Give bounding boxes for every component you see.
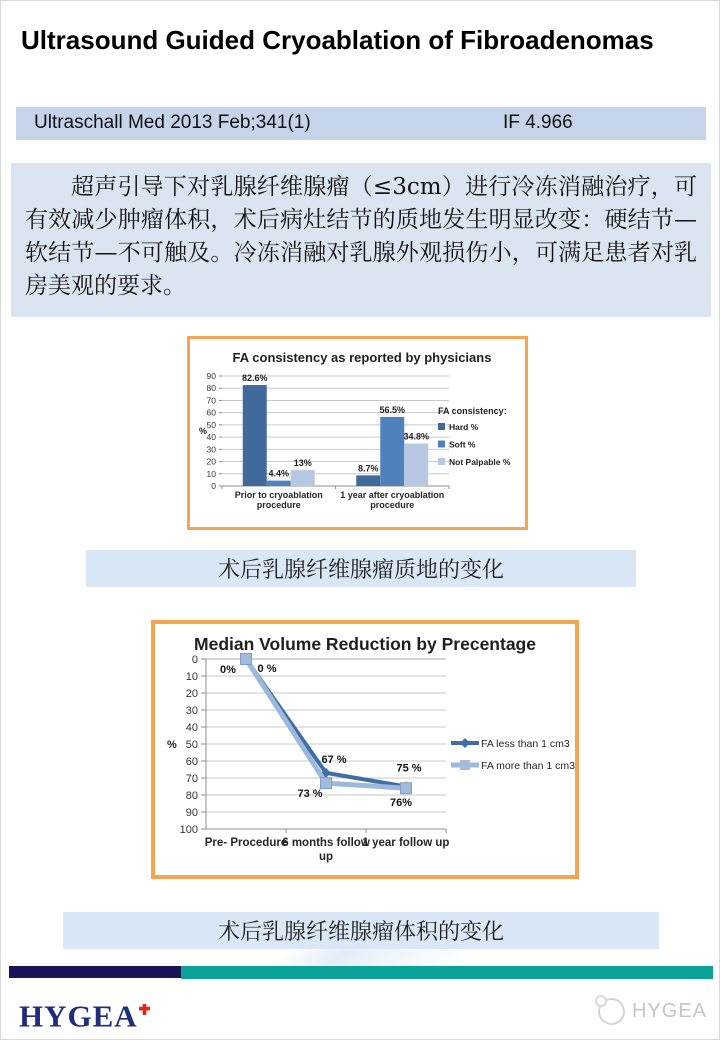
svg-text:Hard %: Hard % [449,422,479,432]
footer-bar-navy [9,966,181,978]
svg-text:1 year after cryoablation: 1 year after cryoablation [340,490,445,500]
svg-text:procedure: procedure [370,500,415,510]
page-title: Ultrasound Guided Cryoablation of Fibroadenomas [21,25,654,55]
svg-text:1 year follow up: 1 year follow up [362,837,450,849]
svg-text:50: 50 [206,419,216,430]
hygea-logo-text: HYGEA [19,998,138,1034]
svg-text:40: 40 [206,432,216,443]
svg-text:0 %: 0 % [257,663,277,675]
abstract-text: 超声引导下对乳腺纤维腺瘤（≤3cm）进行冷冻消融治疗，可有效减少肿瘤体积，术后病灶结节的质地发生明显改变：硬结节—软结节—不可触及。冷冻消融对乳腺外观损伤小，可满足患者对乳房美观的要求。 [11,163,711,317]
svg-text:FA less than 1 cm3: FA less than 1 cm3 [481,738,570,750]
svg-text:6 months follow: 6 months follow [282,837,370,849]
svg-text:73 %: 73 % [297,788,323,801]
svg-text:4.4%: 4.4% [268,468,290,479]
svg-text:50: 50 [185,739,198,751]
svg-text:75 %: 75 % [396,762,422,775]
svg-text:Soft %: Soft % [449,439,476,450]
watermark [598,998,707,1025]
svg-text:80: 80 [185,790,198,802]
svg-text:up: up [318,851,334,863]
svg-text:%: % [167,739,177,751]
svg-text:80: 80 [206,383,216,394]
caption-volume: 术后乳腺纤维腺瘤体积的变化 [63,912,659,949]
svg-text:90: 90 [185,807,198,819]
watermark-logo-icon [598,998,625,1025]
line-chart [155,624,575,875]
svg-text:20: 20 [206,456,216,467]
footer-bar-teal [181,966,713,979]
footer-decorative-streak [275,949,477,966]
svg-text:67 %: 67 % [321,753,347,766]
svg-text:10: 10 [206,468,216,479]
watermark-text: HYGEA [631,1000,707,1022]
journal-citation: Ultraschall Med 2013 Feb;341(1) [34,112,311,133]
svg-text:Not Palpable %: Not Palpable % [449,457,511,467]
journal-bar [16,107,706,140]
svg-text:82.6%: 82.6% [241,373,268,384]
svg-text:20: 20 [185,688,198,700]
svg-text:Pre- Procedure: Pre- Procedure [204,837,288,849]
svg-text:30: 30 [185,705,198,717]
svg-text:56.5%: 56.5% [379,404,406,415]
line-chart-frame [151,620,579,879]
red-cross-icon [139,989,150,1020]
svg-text:100: 100 [179,824,198,836]
svg-text:%: % [199,426,208,436]
impact-factor: IF 4.966 [503,112,573,133]
svg-text:procedure: procedure [256,500,301,510]
bar-chart-frame [187,336,528,530]
svg-text:76%: 76% [389,797,413,810]
svg-text:0: 0 [191,654,198,666]
hygea-logo [19,989,150,1034]
svg-text:FA more than 1 cm3: FA more than 1 cm3 [481,760,575,772]
svg-text:FA consistency:: FA consistency: [438,406,507,416]
svg-text:30: 30 [206,444,216,455]
svg-text:70: 70 [185,773,198,785]
bar-chart [190,339,525,527]
svg-text:0%: 0% [220,664,236,676]
svg-text:90: 90 [206,371,216,381]
svg-text:Prior to cryoablation: Prior to cryoablation [234,490,323,500]
caption-consistency: 术后乳腺纤维腺瘤质地的变化 [86,550,636,587]
svg-text:10: 10 [185,671,198,683]
svg-text:0: 0 [211,481,216,491]
svg-text:34.8%: 34.8% [403,431,430,442]
svg-text:40: 40 [185,722,198,734]
svg-text:60: 60 [185,756,198,768]
svg-text:70: 70 [206,395,216,406]
svg-text:13%: 13% [293,458,312,469]
svg-text:60: 60 [206,407,216,418]
svg-text:FA consistency as reported by: FA consistency as reported by physicians [232,350,492,365]
svg-text:8.7%: 8.7% [357,463,379,474]
svg-text:Median Volume Reduction by Pre: Median Volume Reduction by Precentage [194,634,536,654]
